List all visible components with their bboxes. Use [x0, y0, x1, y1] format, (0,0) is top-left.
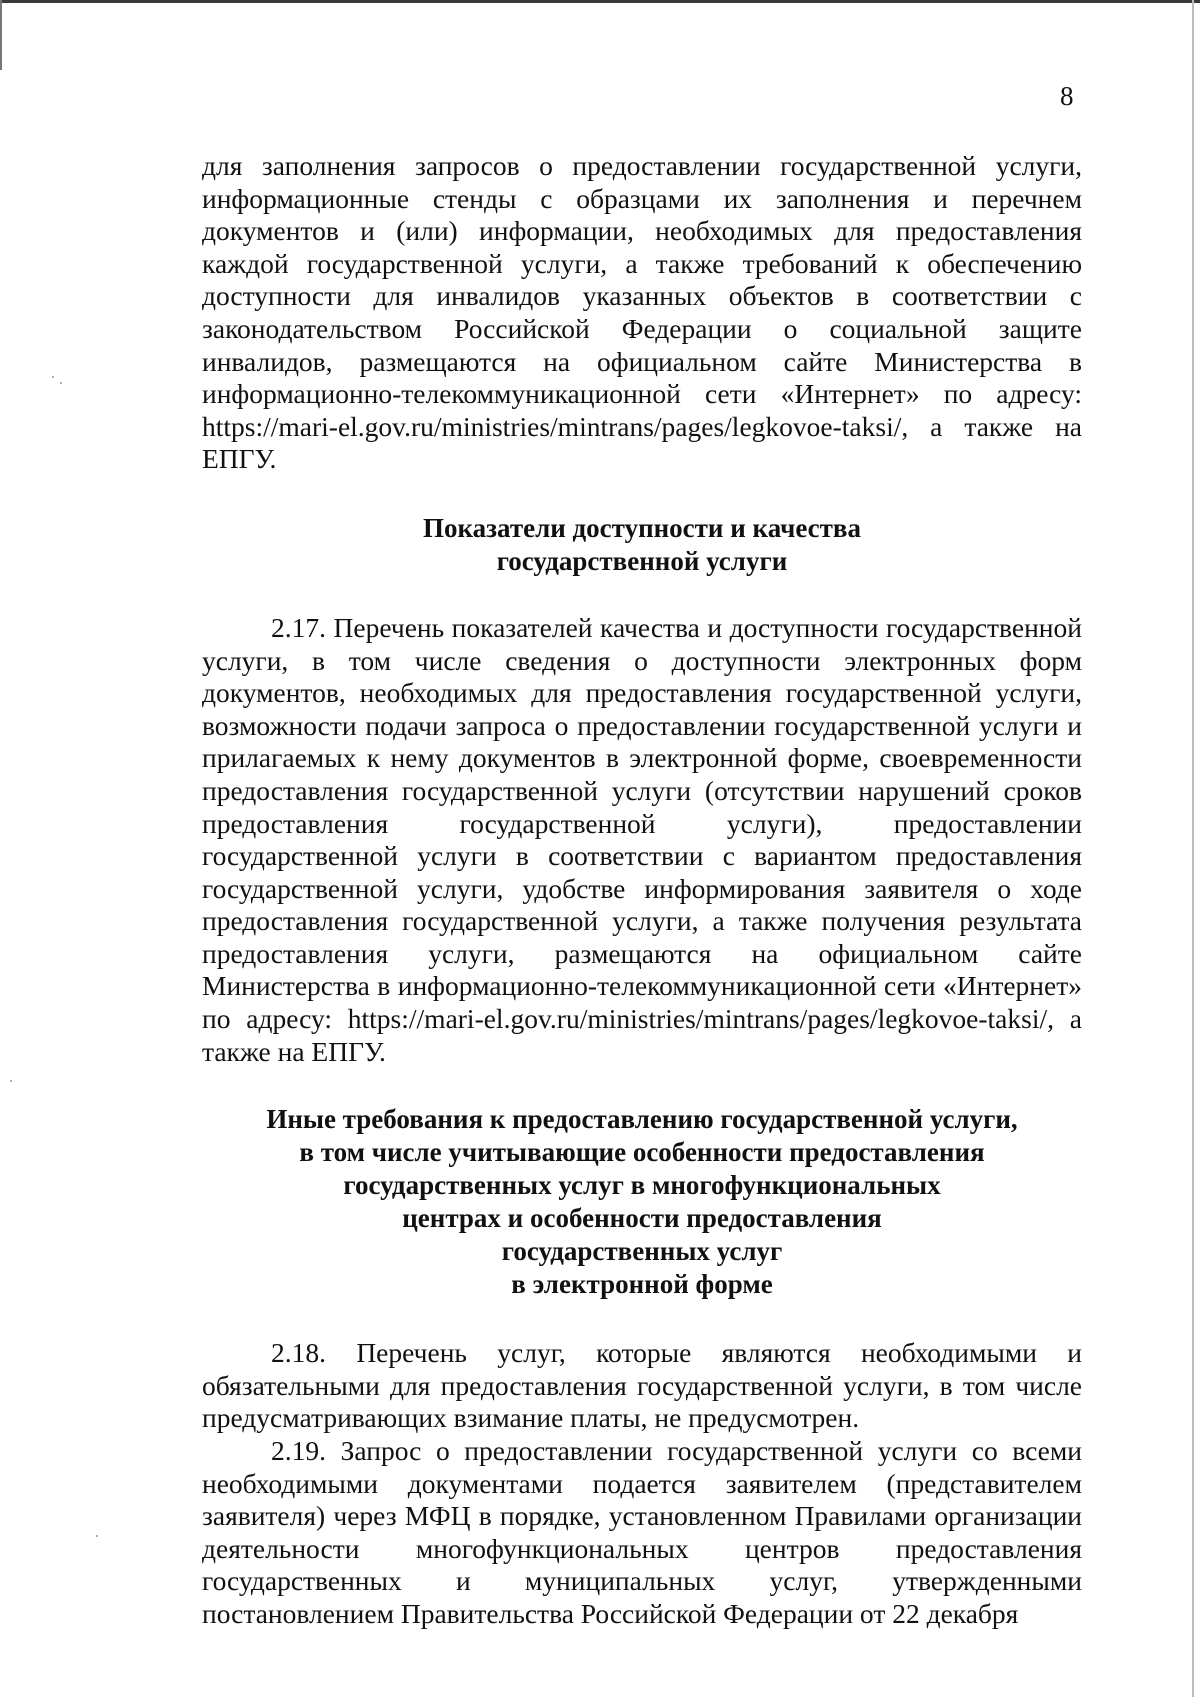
spacer	[202, 1301, 1082, 1337]
heading-line: центрах и особенности предоставления	[402, 1203, 882, 1234]
paragraph-2-17: 2.17. Перечень показателей качества и доступности государственной услуги, в том числе сведения о доступности электронных форм документов, необходимых для предоставления государственной услуги, возможности подачи запроса о предоставлении государственной услуги и прилагаемых к нему документов в электронной форме, своевременности предоставления государственной услуги (отсутствии нарушений сроков предоставления государственной услуги), предоставлении государственной услуги в соответствии с вариантом предоставления государственной услуги, удобстве информирования заявителя о ходе предоставления государственной услуги, а также получения результата предоставления услуги, размещаются на официальном сайте Министерства в информационно-телекоммуникационной сети «Интернет» по адресу: https://mari-el.gov.ru/ministries/mintrans/pages/legkovoe-taksi/, а также на ЕПГУ.	[202, 611, 1082, 1067]
scan-edge-top	[0, 0, 1200, 3]
scan-edge-right	[1192, 0, 1194, 1697]
scan-speck	[52, 376, 54, 378]
heading-line: Иные требования к предоставлению государственной услуги,	[266, 1104, 1018, 1135]
paragraph-2-19: 2.19. Запрос о предоставлении государственной услуги со всеми необходимыми документами подается заявителем (представителем заявителя) через МФЦ в порядке, установленном Правилами организации деятельности многофункциональных центров предоставления государственных и муниципальных услуг, утвержденными постановлением Правительства Российской Федерации от 22 декабря	[202, 1435, 1082, 1629]
heading-line: государственных услуг	[501, 1236, 783, 1267]
section-heading-other-requirements	[202, 1103, 1082, 1301]
heading-line: в том числе учитывающие особенности предоставления	[299, 1137, 985, 1168]
scan-speck	[60, 382, 62, 384]
heading-line: государственной услуги	[496, 545, 788, 576]
paragraph-2-18: 2.18. Перечень услуг, которые являются необходимыми и обязательными для предоставления государственной услуги, в том числе предусматривающих взимание платы, не предусмотрен.	[202, 1337, 1082, 1434]
paragraph-continuation: для заполнения запросов о предоставлении государственной услуги, информационные стенды с образцами их заполнения и перечнем документов и (или) информации, необходимых для предоставления каждой государственной услуги, а также требований к обеспечению доступности для инвалидов указанных объектов в соответствии с законодательством Российской Федерации о социальной защите инвалидов, размещаются на официальном сайте Министерства в информационно-телекоммуникационной сети «Интернет» по адресу: https://mari-el.gov.ru/ministries/mintrans/pages/legkovoe-taksi/, а также на ЕПГУ.	[202, 150, 1082, 475]
spacer	[202, 578, 1082, 612]
spacer	[202, 476, 1082, 512]
scan-speck	[10, 1080, 12, 1082]
scan-edge-left	[0, 0, 2, 70]
heading-line: Показатели доступности и качества	[423, 512, 861, 543]
heading-line: в электронной форме	[511, 1269, 773, 1300]
document-body	[202, 150, 1082, 1631]
spacer	[202, 1068, 1082, 1103]
heading-line: государственных услуг в многофункциональных	[343, 1170, 941, 1201]
scan-speck	[96, 1535, 98, 1537]
page-number: 8	[1060, 81, 1074, 111]
section-heading-accessibility	[202, 512, 1082, 578]
